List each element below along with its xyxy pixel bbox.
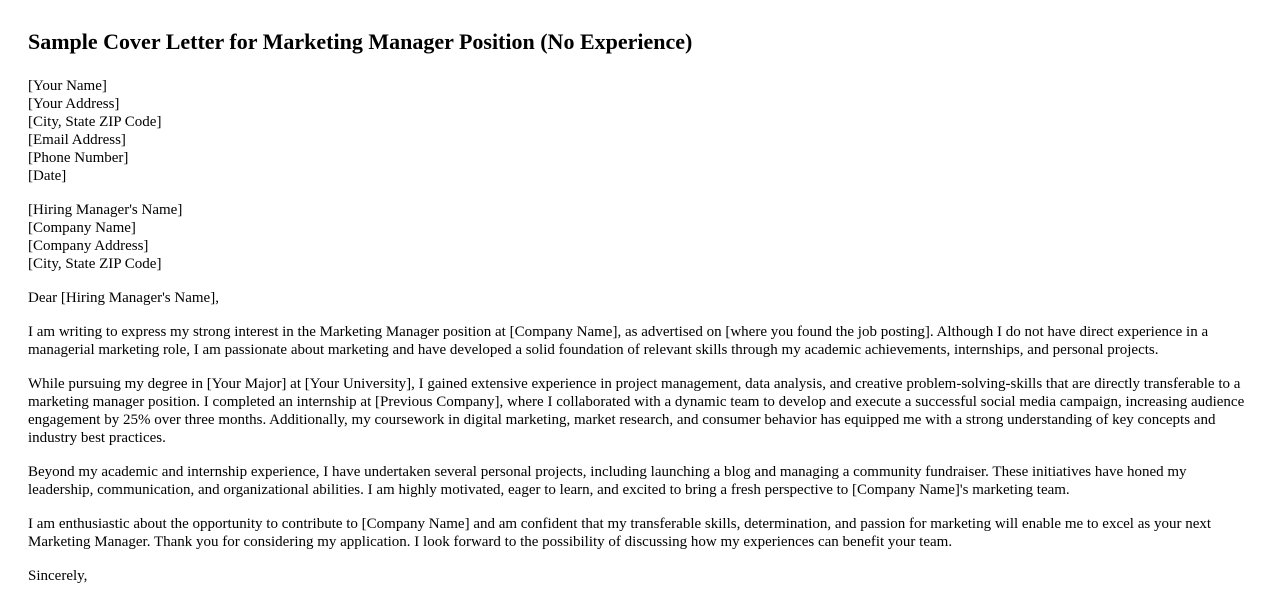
letter-date: [Date] xyxy=(28,168,67,184)
page-title: Sample Cover Letter for Marketing Manager Position (No Experience) xyxy=(28,29,693,54)
sender-address-block xyxy=(28,77,1250,185)
body-paragraph-education: While pursuing my degree in [Your Major] at [Your University], I gained extensive experience in project management, data analysis, and creative problem-solving-skills that are directly transferable to a marketing manager position. I completed an internship at [Previous Company], where I collaborated with a dynamic team to develop and execute a successful social media campaign, increasing audience engagement by 25% over three months. Additionally, my coursework in digital marketing, market research, and consumer behavior has equipped me with a strong understanding of key concepts and industry best practices. xyxy=(28,376,1245,446)
recipient-address-block xyxy=(28,201,1250,273)
recipient-company: [Company Name] xyxy=(28,220,136,236)
body-paragraph-closing: I am enthusiastic about the opportunity to contribute to [Company Name] and am confident that my transferable skills, determination, and passion for marketing will enable me to excel as your next Marketing Manager. Thank you for considering my application. I look forward to the possibility of discussing how my experiences can benefit your team. xyxy=(28,516,1212,550)
sender-phone: [Phone Number] xyxy=(28,150,129,166)
sender-city-state-zip: [City, State ZIP Code] xyxy=(28,114,162,130)
sender-name: [Your Name] xyxy=(28,78,107,94)
recipient-name: [Hiring Manager's Name] xyxy=(28,202,183,218)
sender-address: [Your Address] xyxy=(28,96,120,112)
sender-email: [Email Address] xyxy=(28,132,126,148)
body-paragraph-projects: Beyond my academic and internship experience, I have undertaken several personal projects, including launching a blog and managing a community fundraiser. These initiatives have honed my leadership, communication, and organizational abilities. I am highly motivated, eager to learn, and excited to bring a fresh perspective to [Company Name]'s marketing team. xyxy=(28,464,1187,498)
salutation: Dear [Hiring Manager's Name], xyxy=(28,290,219,306)
body-paragraph-intro: I am writing to express my strong interest in the Marketing Manager position at [Company Name], as advertised on [where you found the job posting]. Although I do not have direct experience in a managerial marketing role, I am passionate about marketing and have developed a solid foundation of relevant skills through my academic achievements, internships, and personal projects. xyxy=(28,324,1209,358)
closing: Sincerely, xyxy=(28,568,88,584)
recipient-address: [Company Address] xyxy=(28,238,149,254)
recipient-city-state-zip: [City, State ZIP Code] xyxy=(28,256,162,272)
